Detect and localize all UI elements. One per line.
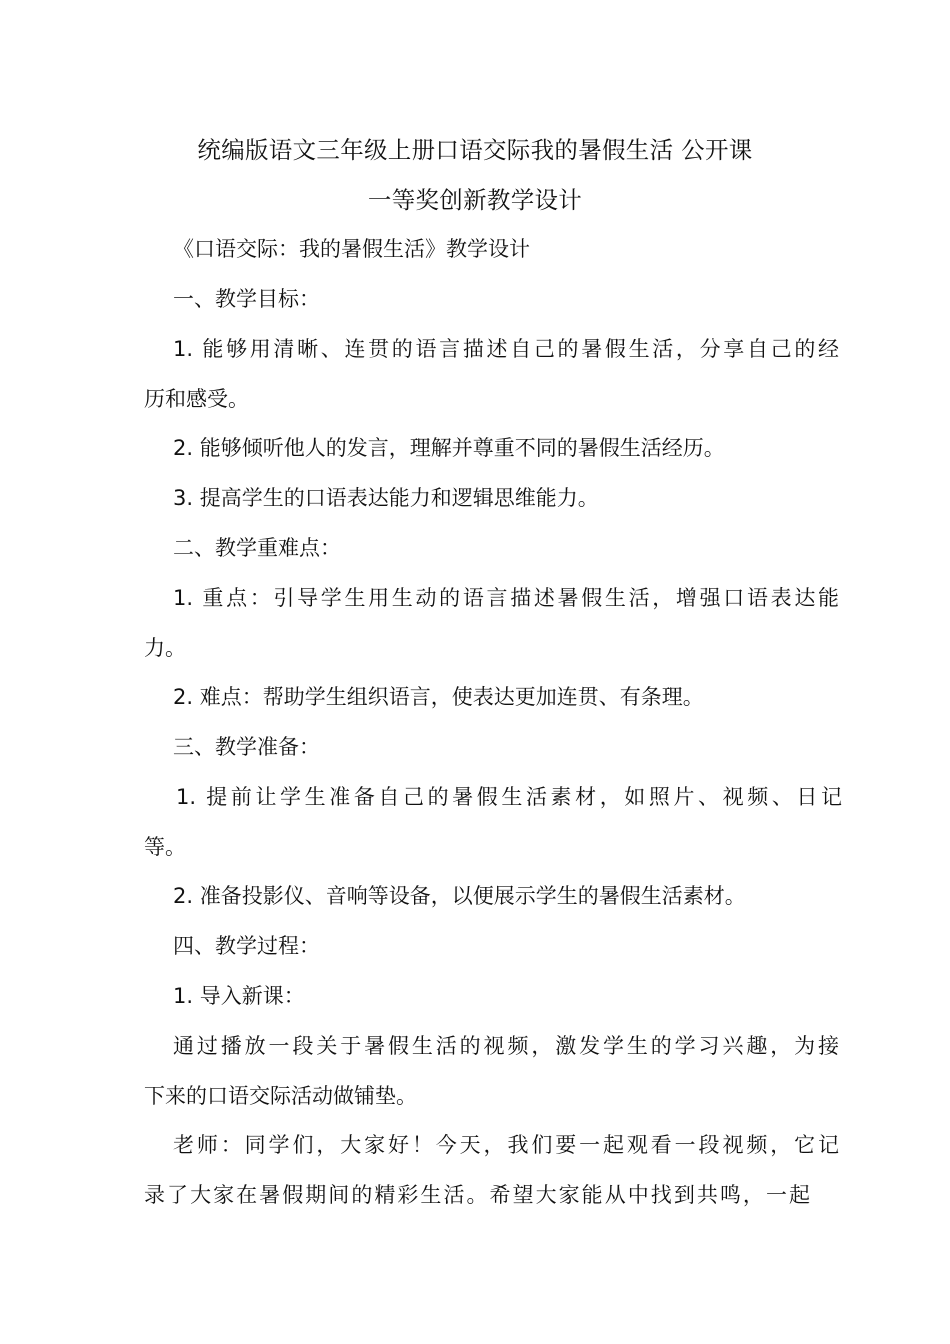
step-1-paragraph-line-2: 下来的口语交际活动做铺垫。 [144, 1084, 417, 1108]
section-heading-goals: 一、教学目标： [173, 287, 320, 311]
goal-3: 3. 提高学生的口语表达能力和逻辑思维能力。 [173, 486, 599, 510]
goal-1-line-2: 历和感受。 [144, 387, 249, 411]
step-1-paragraph-line-1: 通过播放一段关于暑假生活的视频，激发学生的学习兴趣，为接 [173, 1034, 839, 1058]
key-point-1-line-1: 1. 重点：引导学生用生动的语言描述暑假生活，增强口语表达能 [173, 586, 839, 610]
document-title-line-1: 统编版语文三年级上册口语交际我的暑假生活 公开课 [197, 136, 753, 164]
subtitle: 《口语交际：我的暑假生活》教学设计 [173, 237, 530, 261]
goal-2: 2. 能够倾听他人的发言，理解并尊重不同的暑假生活经历。 [173, 436, 725, 460]
section-heading-preparation: 三、教学准备： [173, 735, 320, 759]
teacher-speech-line-1: 老师：同学们，大家好！今天，我们要一起观看一段视频，它记 [173, 1133, 839, 1157]
key-point-2: 2. 难点：帮助学生组织语言，使表达更加连贯、有条理。 [173, 685, 704, 709]
section-heading-process: 四、教学过程： [173, 934, 320, 958]
key-point-1-line-2: 力。 [144, 636, 186, 660]
step-1-heading: 1. 导入新课： [173, 984, 305, 1008]
prep-1-line-1: 1. 提前让学生准备自己的暑假生活素材，如照片、视频、日记 [176, 785, 842, 809]
teacher-speech-line-2: 录了大家在暑假期间的精彩生活。希望大家能从中找到共鸣，一起 [144, 1183, 810, 1207]
prep-1-line-2: 等。 [144, 835, 186, 859]
section-heading-key-points: 二、教学重难点： [173, 536, 341, 560]
goal-1-line-1: 1. 能够用清晰、连贯的语言描述自己的暑假生活，分享自己的经 [173, 337, 839, 361]
prep-2: 2. 准备投影仪、音响等设备，以便展示学生的暑假生活素材。 [173, 884, 746, 908]
document-title-line-2: 一等奖创新教学设计 [367, 186, 583, 214]
